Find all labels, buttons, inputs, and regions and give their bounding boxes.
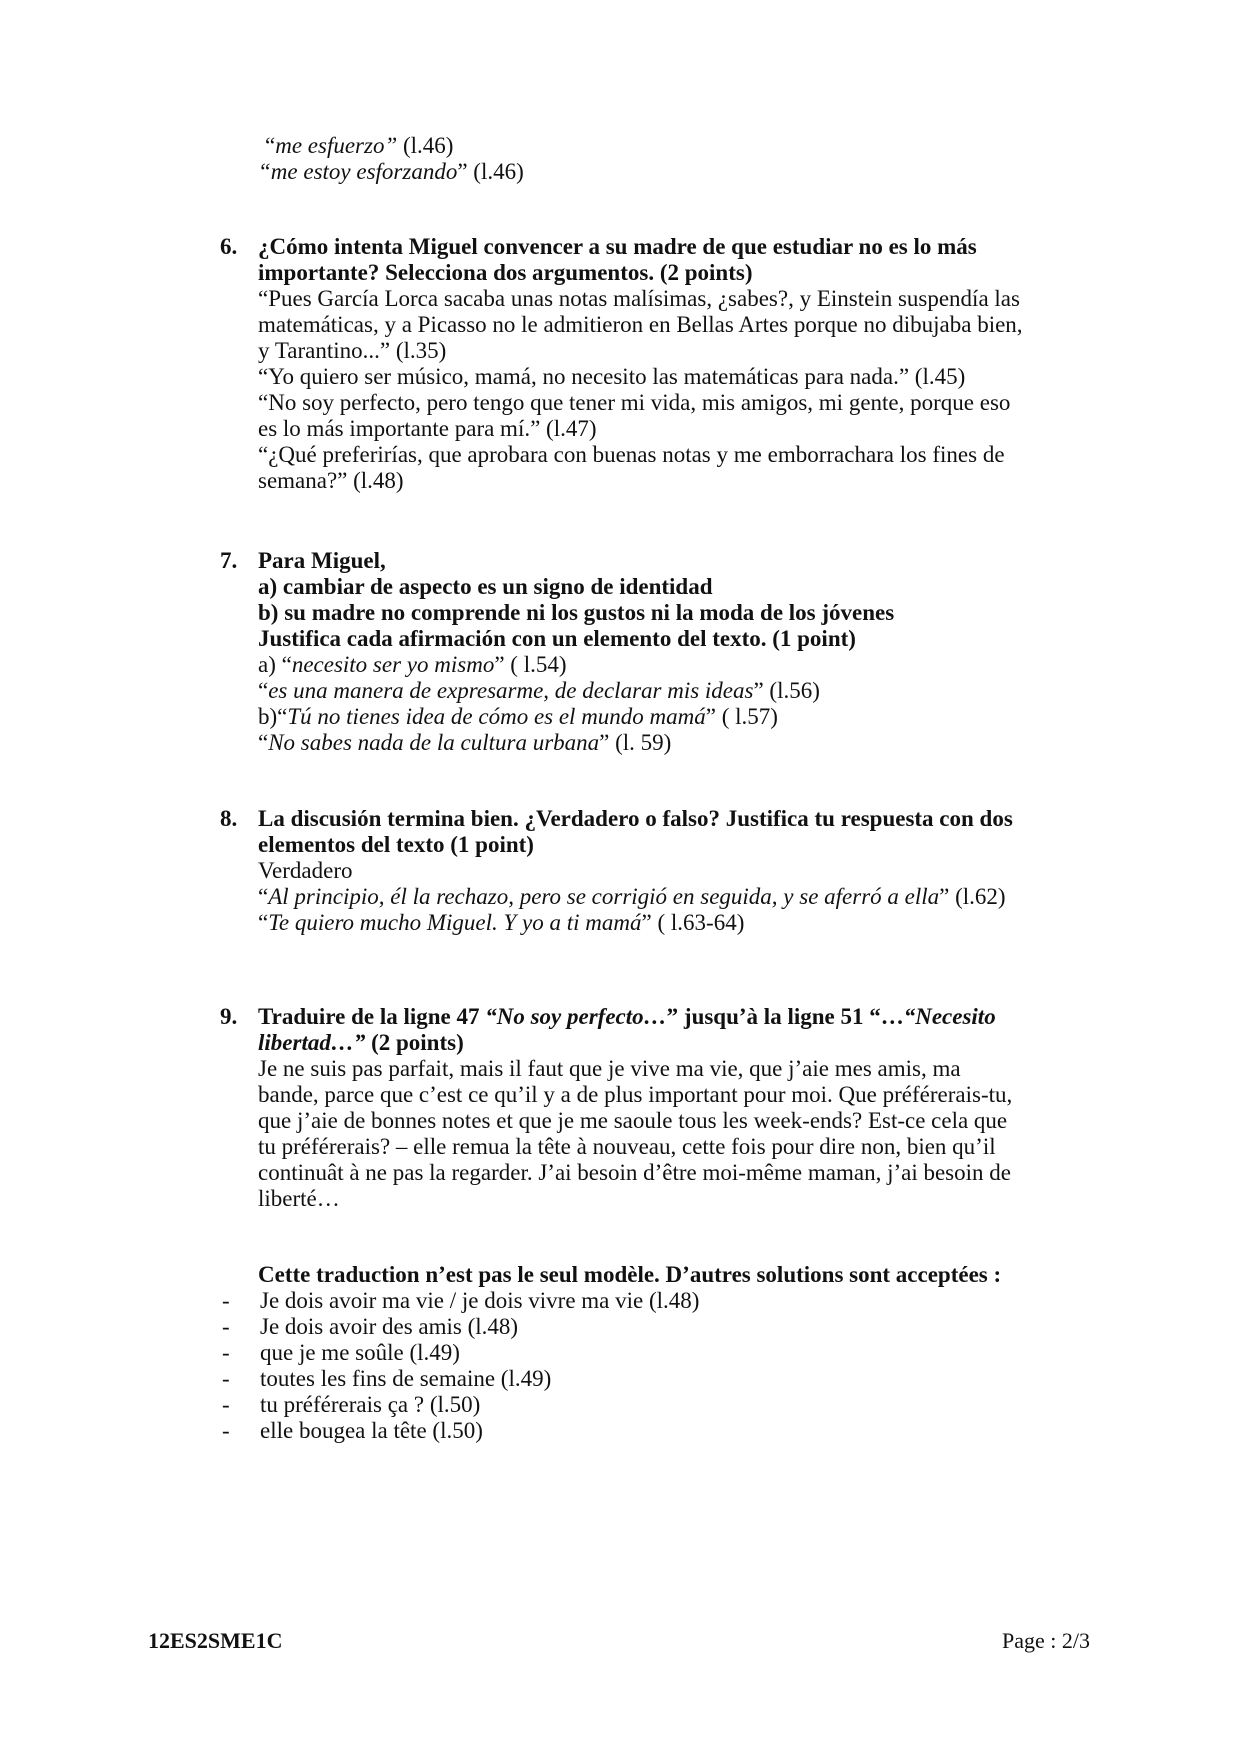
answer-line: a) “necesito ser yo mismo” ( l.54) — [258, 652, 567, 677]
question-9-prompt: Traduire de la ligne 47 “No soy perfecto…” jusqu’à la ligne 51 “…“Necesito — [258, 1004, 996, 1029]
answer-line: Verdadero — [258, 858, 353, 883]
translation-line: liberté… — [258, 1186, 340, 1211]
answer-line: “No soy perfecto, pero tengo que tener mi vida, mis amigos, mi gente, porque eso — [258, 390, 1011, 415]
list-item: - Je dois avoir des amis (l.48) — [222, 1314, 519, 1339]
answer-line: “Yo quiero ser músico, mamá, no necesito las matemáticas para nada.” (l.45) — [258, 364, 966, 389]
quote-line: “me estoy esforzando” (l.46) — [258, 159, 524, 184]
list-item: - tu préférerais ça ? (l.50) — [222, 1392, 481, 1417]
question-8-prompt: La discusión termina bien. ¿Verdadero o falso? Justifica tu respuesta con dos — [258, 806, 1013, 831]
question-6 — [258, 234, 1023, 494]
question-8 — [258, 806, 1013, 936]
answer-line: “¿Qué preferirías, que aprobara con buenas notas y me emborrachara los fines de — [258, 442, 1005, 467]
question-6-prompt: ¿Cómo intenta Miguel convencer a su madre de que estudiar no es lo más — [258, 234, 977, 259]
answer-line: “Al principio, él la rechazo, pero se corrigió en seguida, y se aferró a ella” (l.62) — [258, 884, 1006, 909]
question-7-prompt: a) cambiar de aspecto es un signo de identidad — [258, 574, 713, 599]
answer-line: “Pues García Lorca sacaba unas notas malísimas, ¿sabes?, y Einstein suspendía las — [258, 286, 1020, 311]
quote-text: me estoy esforzando — [270, 159, 458, 184]
question-number-9: 9. — [220, 1004, 238, 1029]
list-item: - toutes les fins de semaine (l.49) — [222, 1366, 552, 1391]
answer-line: y Tarantino...” (l.35) — [258, 338, 447, 363]
question-7-prompt: b) su madre no comprende ni los gustos ni la moda de los jóvenes — [258, 600, 895, 625]
quote-line: “me esfuerzo” (l.46) — [265, 133, 454, 158]
question-7-prompt: Justifica cada afirmación con un elemento del texto. (1 point) — [258, 626, 856, 651]
translation-note: Cette traduction n’est pas le seul modèle. D’autres solutions sont acceptées : — [258, 1262, 1002, 1287]
translation-line: Je ne suis pas parfait, mais il faut que je vive ma vie, que j’aie mes amis, ma — [258, 1056, 961, 1081]
answer-line: es lo más importante para mí.” (l.47) — [258, 416, 597, 441]
question-9-prompt: libertad…” (2 points) — [258, 1030, 464, 1055]
question-8-prompt: elementos del texto (1 point) — [258, 832, 534, 857]
list-item: - que je me soûle (l.49) — [222, 1340, 460, 1365]
answer-line: “es una manera de expresarme, de declarar mis ideas” (l.56) — [258, 678, 820, 703]
document-code: 12ES2SME1C — [148, 1628, 283, 1653]
top-quotes — [258, 133, 524, 185]
question-6-prompt: importante? Selecciona dos argumentos. (2 points) — [258, 260, 753, 285]
answer-line: b)“Tú no tienes idea de cómo es el mundo mamá” ( l.57) — [258, 704, 778, 729]
answer-line: “No sabes nada de la cultura urbana” (l. 59) — [258, 730, 672, 755]
translation-line: que j’aie de bonnes notes et que je me saoule tous les week-ends? Est-ce cela que — [258, 1108, 1008, 1133]
list-item: - Je dois avoir ma vie / je dois vivre ma vie (l.48) — [222, 1288, 700, 1313]
question-number-6: 6. — [220, 234, 238, 259]
question-7-prompt: Para Miguel, — [258, 548, 386, 573]
list-item: - elle bougea la tête (l.50) — [222, 1418, 483, 1443]
answer-line: matemáticas, y a Picasso no le admitieron en Bellas Artes porque no dibujaba bien, — [258, 312, 1023, 337]
translation-line: tu préférerais? – elle remua la tête à nouveau, cette fois pour dire non, bien qu’il — [258, 1134, 996, 1159]
answer-line: “Te quiero mucho Miguel. Y yo a ti mamá” ( l.63-64) — [258, 910, 745, 935]
question-9 — [258, 1004, 1012, 1212]
translation-line: bande, parce que c’est ce qu’il y a de plus important pour moi. Que préférerais-tu, — [258, 1082, 1013, 1107]
answer-line: semana?” (l.48) — [258, 468, 404, 493]
question-7 — [258, 548, 894, 756]
quote-text: me esfuerzo” — [275, 133, 398, 158]
question-number-8: 8. — [220, 806, 238, 831]
question-number-7: 7. — [220, 548, 238, 573]
page-number: Page : 2/3 — [1002, 1628, 1090, 1653]
translation-line: continuât à ne pas la regarder. J’ai besoin d’être moi-même maman, j’ai besoin de — [258, 1160, 1011, 1185]
